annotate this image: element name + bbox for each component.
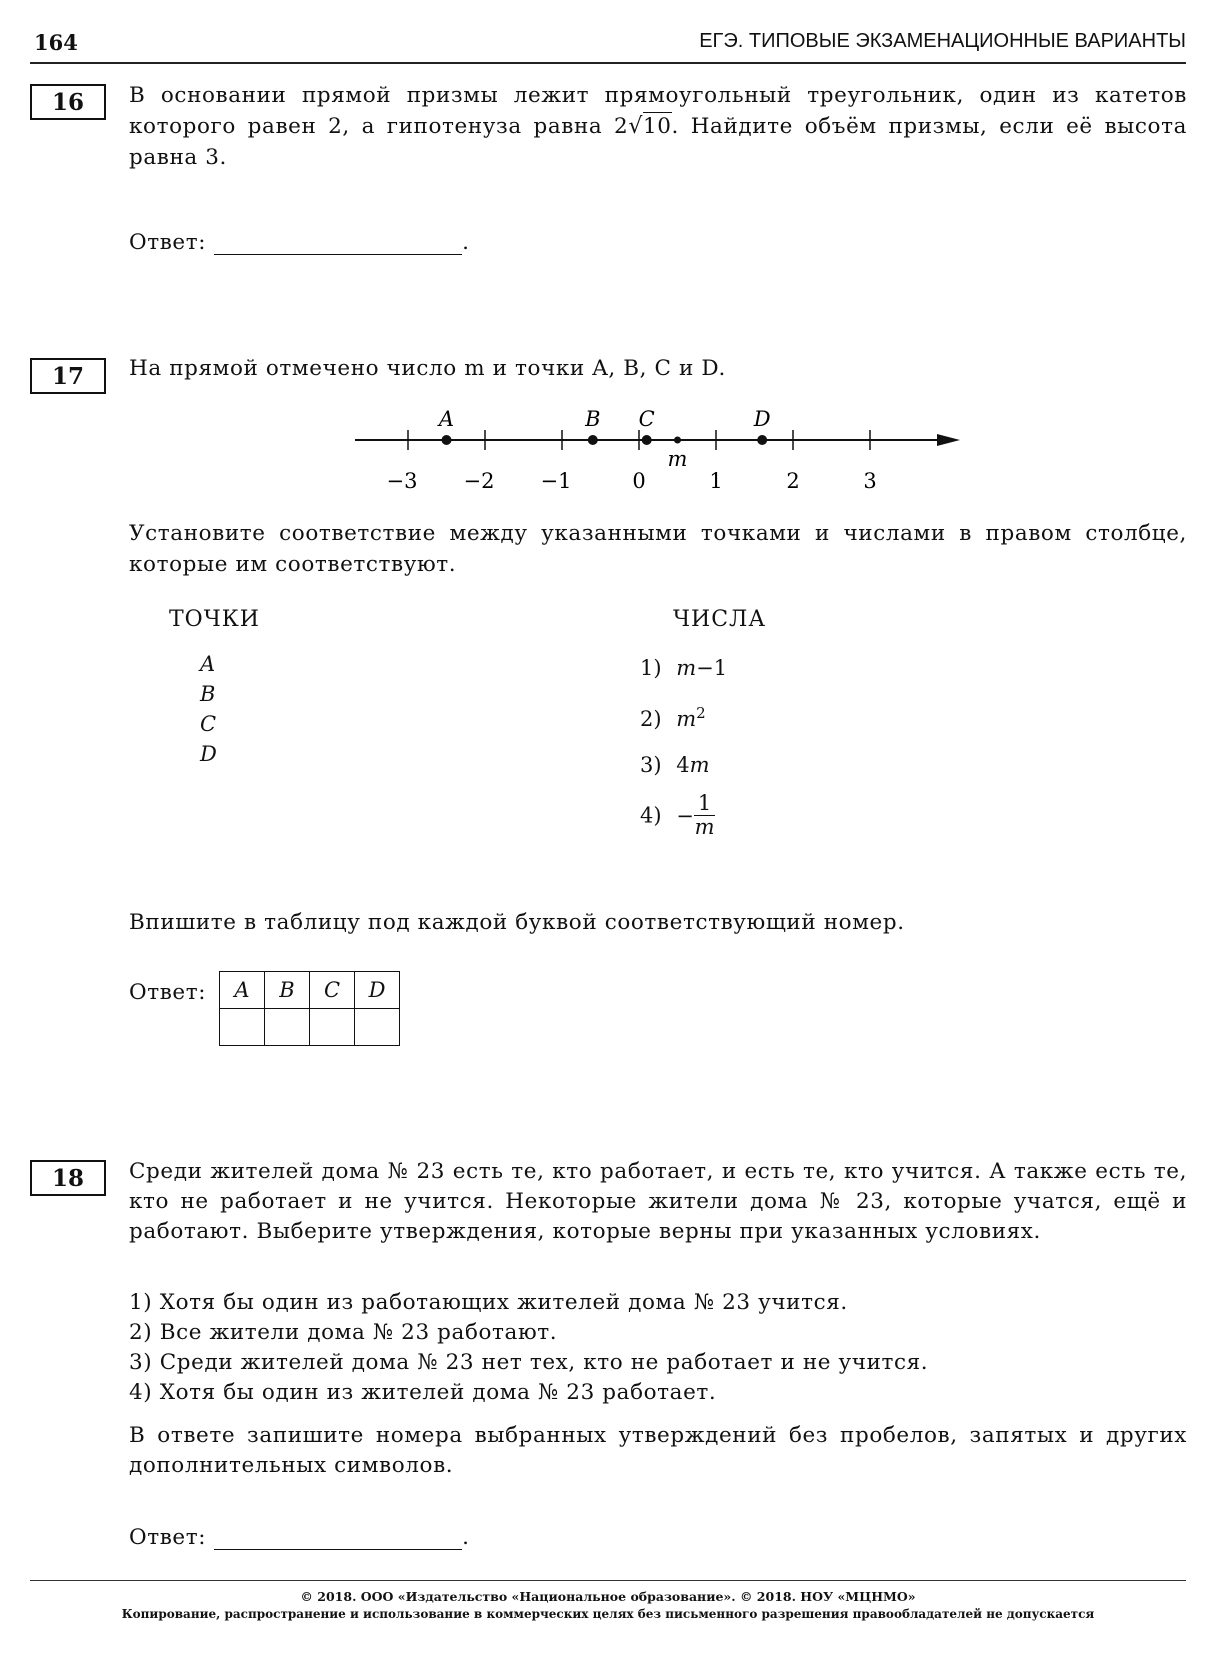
statement-3: 3) Среди жителей дома № 23 нет тех, кто не работает и не учится. <box>129 1350 929 1375</box>
option-4 <box>640 792 715 839</box>
point-dot-b <box>588 435 598 445</box>
task-16-answer <box>129 230 470 255</box>
statement-1: 1) Хотя бы один из работающих жителей дома № 23 учится. <box>129 1290 848 1315</box>
footer-rule <box>30 1580 1186 1581</box>
points-header: ТОЧКИ <box>169 607 260 632</box>
tick-label--2: −2 <box>463 469 495 493</box>
task-17-table-instruction: Впишите в таблицу под каждой буквой соответствующий номер. <box>129 910 905 935</box>
footer-copyright: © 2018. ООО «Издательство «Национальное образование». © 2018. НОУ «МЦНМО» <box>300 1589 916 1604</box>
tick-label-1: 1 <box>709 469 723 493</box>
task-16-text <box>129 80 1187 173</box>
option-2-var: m <box>676 707 697 731</box>
task-17-instruction: Установите соответствие между указанными точками и числами в правом столбце, которые им соответствуют. <box>129 521 1187 577</box>
answer-table-input-row <box>220 1009 400 1046</box>
option-1-num: 1) <box>640 656 662 680</box>
option-4-numer: 1 <box>694 792 715 816</box>
tick-label-2: 2 <box>786 469 800 493</box>
option-2-num: 2) <box>640 707 662 731</box>
answer-table <box>219 971 400 1046</box>
task-18-number: 18 <box>30 1160 106 1196</box>
number-line <box>340 398 980 498</box>
point-dot-a <box>442 435 452 445</box>
task-18-answer <box>129 1525 470 1550</box>
option-3-var: m <box>689 753 710 777</box>
task-17-intro: На прямой отмечено число m и точки A, B, C и D. <box>129 356 726 381</box>
task-16-answer-label: Ответ: <box>129 230 207 255</box>
point-c: C <box>200 712 217 736</box>
footer-notice: Копирование, распространение и использование в коммерческих целях без письменного разрешения правообладателей не допускается <box>121 1607 1095 1621</box>
option-1 <box>640 656 727 680</box>
point-dot-d <box>757 435 767 445</box>
task-16-number: 16 <box>30 84 106 120</box>
answer-cell-d[interactable] <box>355 1009 400 1046</box>
option-3-num: 3) <box>640 753 662 777</box>
task-17-number: 17 <box>30 358 106 394</box>
task-16-answer-field[interactable] <box>214 230 462 255</box>
point-label-c: C <box>638 407 655 431</box>
point-label-m: m <box>667 447 688 471</box>
task-16-text-b: . Найдите объём призмы, если её высота равна 3. <box>129 114 1187 170</box>
point-label-d: D <box>753 407 771 431</box>
tick-label-0: 0 <box>632 469 646 493</box>
answer-table-header-a: A <box>220 972 265 1009</box>
point-b: B <box>200 682 216 706</box>
option-4-fraction <box>694 792 715 839</box>
task-16-answer-dot: . <box>462 230 470 255</box>
task-18-answer-dot: . <box>462 1525 470 1550</box>
page-number: 164 <box>34 30 78 55</box>
point-d: D <box>200 742 217 766</box>
task-16-text-a: В основании прямой призмы лежит прямоугольный треугольник, один из катетов которого равен 2, а гипотенуза равна 2 <box>129 83 1187 139</box>
sqrt-sign: √ <box>628 114 643 139</box>
task-18-answer-field[interactable] <box>214 1525 462 1550</box>
option-2-sup: 2 <box>696 704 706 722</box>
statement-4: 4) Хотя бы один из жителей дома № 23 работает. <box>129 1380 717 1405</box>
option-4-sign: − <box>676 803 694 828</box>
option-3-coef: 4 <box>676 753 690 777</box>
option-4-num: 4) <box>640 803 662 828</box>
option-2 <box>640 704 706 731</box>
task-18-text: Среди жителей дома № 23 есть те, кто работает, и есть те, кто учится. А также есть те, кто не работает и не учится. Некоторые жители дома № 23, которые учатся, ещё и работают. Выберите утверждения, которые верны при указанных условиях. <box>129 1159 1187 1244</box>
number-line-arrow <box>937 434 960 446</box>
statement-2: 2) Все жители дома № 23 работают. <box>129 1320 558 1345</box>
tick-label-3: 3 <box>863 469 877 493</box>
running-title: ЕГЭ. ТИПОВЫЕ ЭКЗАМЕНАЦИОННЫЕ ВАРИАНТЫ <box>699 30 1186 52</box>
task-16-root-arg: 10 <box>642 114 672 139</box>
answer-cell-b[interactable] <box>265 1009 310 1046</box>
answer-cell-c[interactable] <box>310 1009 355 1046</box>
point-a: A <box>200 652 216 676</box>
option-3 <box>640 753 710 777</box>
answer-cell-a[interactable] <box>220 1009 265 1046</box>
option-1-rest: −1 <box>696 656 728 680</box>
option-1-var: m <box>676 656 697 680</box>
point-dot-c <box>642 435 652 445</box>
tick-label--1: −1 <box>540 469 572 493</box>
answer-table-header-c: C <box>310 972 355 1009</box>
answer-table-header-b: B <box>265 972 310 1009</box>
task-18-instruction: В ответе запишите номера выбранных утверждений без пробелов, запятых и других дополнительных символов. <box>129 1423 1187 1478</box>
numbers-header: ЧИСЛА <box>673 607 767 632</box>
point-label-b: B <box>585 407 601 431</box>
task-18-answer-label: Ответ: <box>129 1525 207 1550</box>
task-17-answer-label: Ответ: <box>129 980 207 1005</box>
tick-label--3: −3 <box>386 469 418 493</box>
option-4-denom: m <box>694 815 715 839</box>
header-rule <box>30 62 1186 64</box>
answer-table-header-d: D <box>355 972 400 1009</box>
point-label-a: A <box>438 407 455 431</box>
point-dot-m <box>674 437 681 444</box>
answer-table-header-row <box>220 972 400 1009</box>
